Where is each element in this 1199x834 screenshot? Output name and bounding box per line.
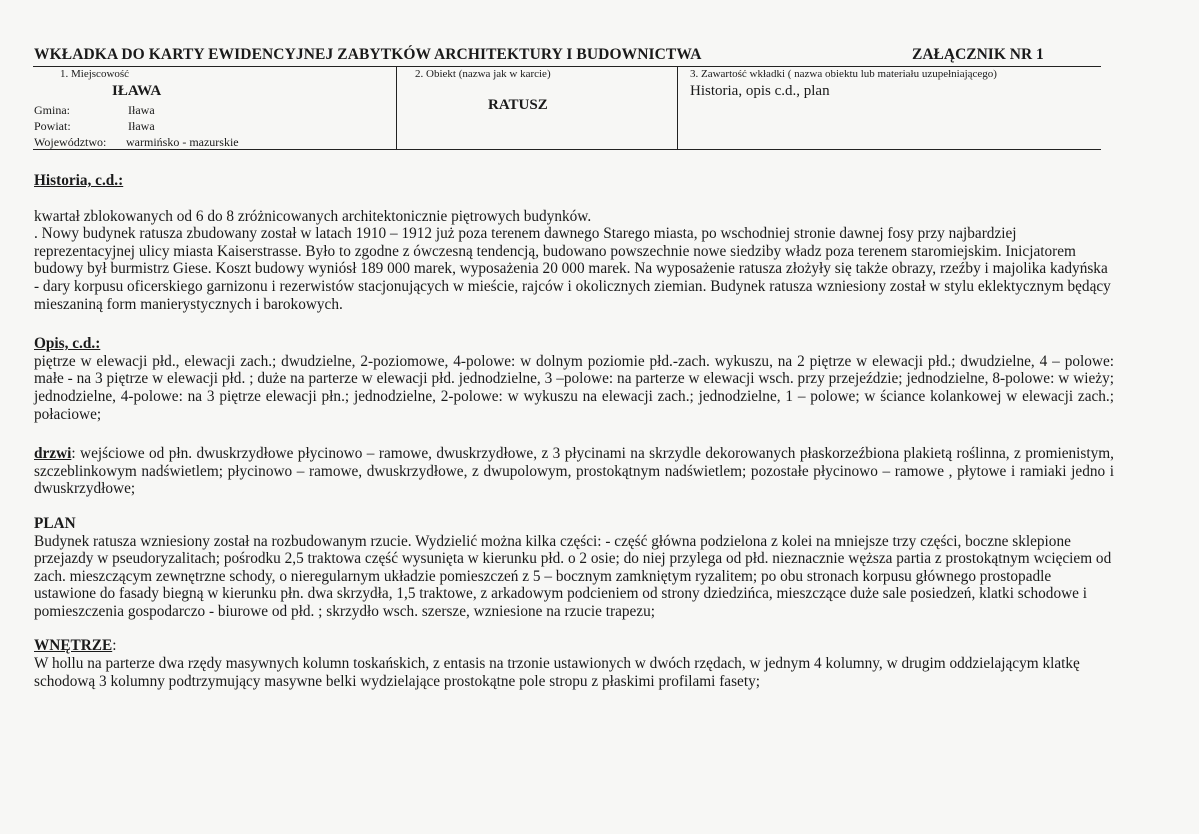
attachment-number: ZAŁĄCZNIK NR 1 [912,46,1044,63]
cell-divider-1 [396,67,397,149]
drzwi-text: : wejściowe od płn. dwuskrzydłowe płycinowo – ramowe, dwuskrzydłowe, z 3 płycinami na skrzydle dekorowanych płaskorzeźbiona plakietą roślinna, z promienistym, szczeblinkowym nadświetlem; płycinowo – ramowe, dwuskrzydłowe, z dwupolowym, prostokątnym nadświetlem; pozostałe płycinowo – ramowe , płytowe i ramiaki jedno i dwuskrzydłowe; [34,445,1114,498]
locality-value: IŁAWA [112,83,162,99]
object-value: RATUSZ [488,97,548,113]
cell-divider-2 [677,67,678,149]
history-heading: Historia, c.d.: [34,172,124,189]
content-value: Historia, opis c.d., plan [690,83,830,99]
content-label: 3. Zawartość wkładki ( nazwa obiektu lub materiału uzupełniającego) [690,68,997,80]
opis-paragraph: piętrze w elewacji płd., elewacji zach.; dwudzielne, 2-poziomowe, 4-polowe: w dolnym poziomie płd.-zach. wykuszu, na 2 piętrze w elewacji płd.; dwudzielne, 4 – polowe: małe - na 3 piętrze w elewacji płd. ; duże na parterze w elewacji płd. jednodzielne, 3 –polowe: na parterze w elewacji wsch. przy przejeździe; jednodzielne, 8-polowe: w wieży; jednodzielne, 4-polowe: na 3 piętrze elewacji płn.; jednodzielne, 2-polowe: w wykuszu na elewacji zach.; jednodzielne, 1 – polowe; w ściance kolankowej w elewacji zach.; połaciowe; [34,352,1114,423]
form-title: WKŁADKA DO KARTY EWIDENCYJNEJ ZABYTKÓW ARCHITEKTURY I BUDOWNICTWA [34,46,702,63]
drzwi-heading: drzwi [34,445,72,463]
gmina-label: Gmina: [34,103,70,117]
history-paragraph-2: . Nowy budynek ratusza zbudowany został w latach 1910 – 1912 już poza terenem dawnego Starego miasta, po wschodniej stronie dawnej fosy przy najbardziej reprezentacyjnej ulicy miasta Kaiserstrasse. Było to zgodne z ówczesną tendencją, budowano powszechnie nowe siedziby władz poza terenem staromiejskim. Inicjatorem budowy był burmistrz Giese. Koszt budowy wyniósł 189 000 marek, wyposażenia 20 000 marek. Na wyposażenie ratusza złożyły się także obrazy, rzeźby i majolika kadyńska - dary korpusu oficerskiego garnizonu i rezerwistów stacjonujących w mieście, rajców i okolicznych ziemian. Budynek ratusza wzniesiony został w stylu eklektycznym będący mieszaniną form manierystycznych i barokowych. [34,225,1111,313]
header-rule-top [33,66,1101,67]
document-body [34,172,1114,690]
wnetrze-paragraph: W hollu na parterze dwa rzędy masywnych kolumn toskańskich, z entasis na trzonie ustawionych w dwóch rzędach, w jednym 4 kolumny, w drugim oddzielającym klatkę schodową 3 kolumny podtrzymujący masywne belki wydzielające prostokątne pole stropu z płaskimi profilami fasety; [34,655,1080,690]
gmina-value: Iława [128,103,155,117]
drzwi-paragraph [34,445,1114,498]
history-paragraph-1: kwartał zblokowanych od 6 do 8 zróżnicowanych architektonicznie piętrowych budynków. [34,207,592,225]
wojewodztwo-value: warmińsko - mazurskie [126,135,239,149]
wojewodztwo-label: Województwo: [34,135,107,149]
wnetrze-heading: WNĘTRZE [34,637,113,655]
plan-paragraph: Budynek ratusza wzniesiony został na rozbudowanym rzucie. Wydzielić można kilka części: - część główna podzielona z kolei na mniejsze trzy części, boczne sklepione przejazdy w pseudoryzalitach; pośrodku 2,5 traktowa część wysunięta w kierunku płd. o 2 osie; do niej przylega od płd. nieznacznie węższa partia z prostokątnym wcięciem od zach. mieszczącym zewnętrzne schody, o nieregularnym układzie pomieszczeń z 5 – bocznym zamkniętym ryzalitem; po obu stronach korpusu głównego prostopadle ustawione do fasady biegną w kierunku płn. dwa skrzydła, 1,5 traktowe, z arkadowym podcieniem od strony dziedzińca, mieszczące duże sale posiedzeń, klatki schodowe i pomieszczenia gospodarczo - biurowe od płd. ; skrzydło wsch. szersze, wzniesione na rzucie trapezu; [34,532,1112,620]
object-label: 2. Obiekt (nazwa jak w karcie) [415,68,551,80]
powiat-value: Iława [128,119,155,133]
opis-heading: Opis, c.d.: [34,335,101,353]
locality-label: 1. Miejscowość [60,68,130,80]
powiat-label: Powiat: [34,119,71,133]
plan-heading: PLAN [34,514,76,532]
wnetrze-colon: : [112,637,117,655]
